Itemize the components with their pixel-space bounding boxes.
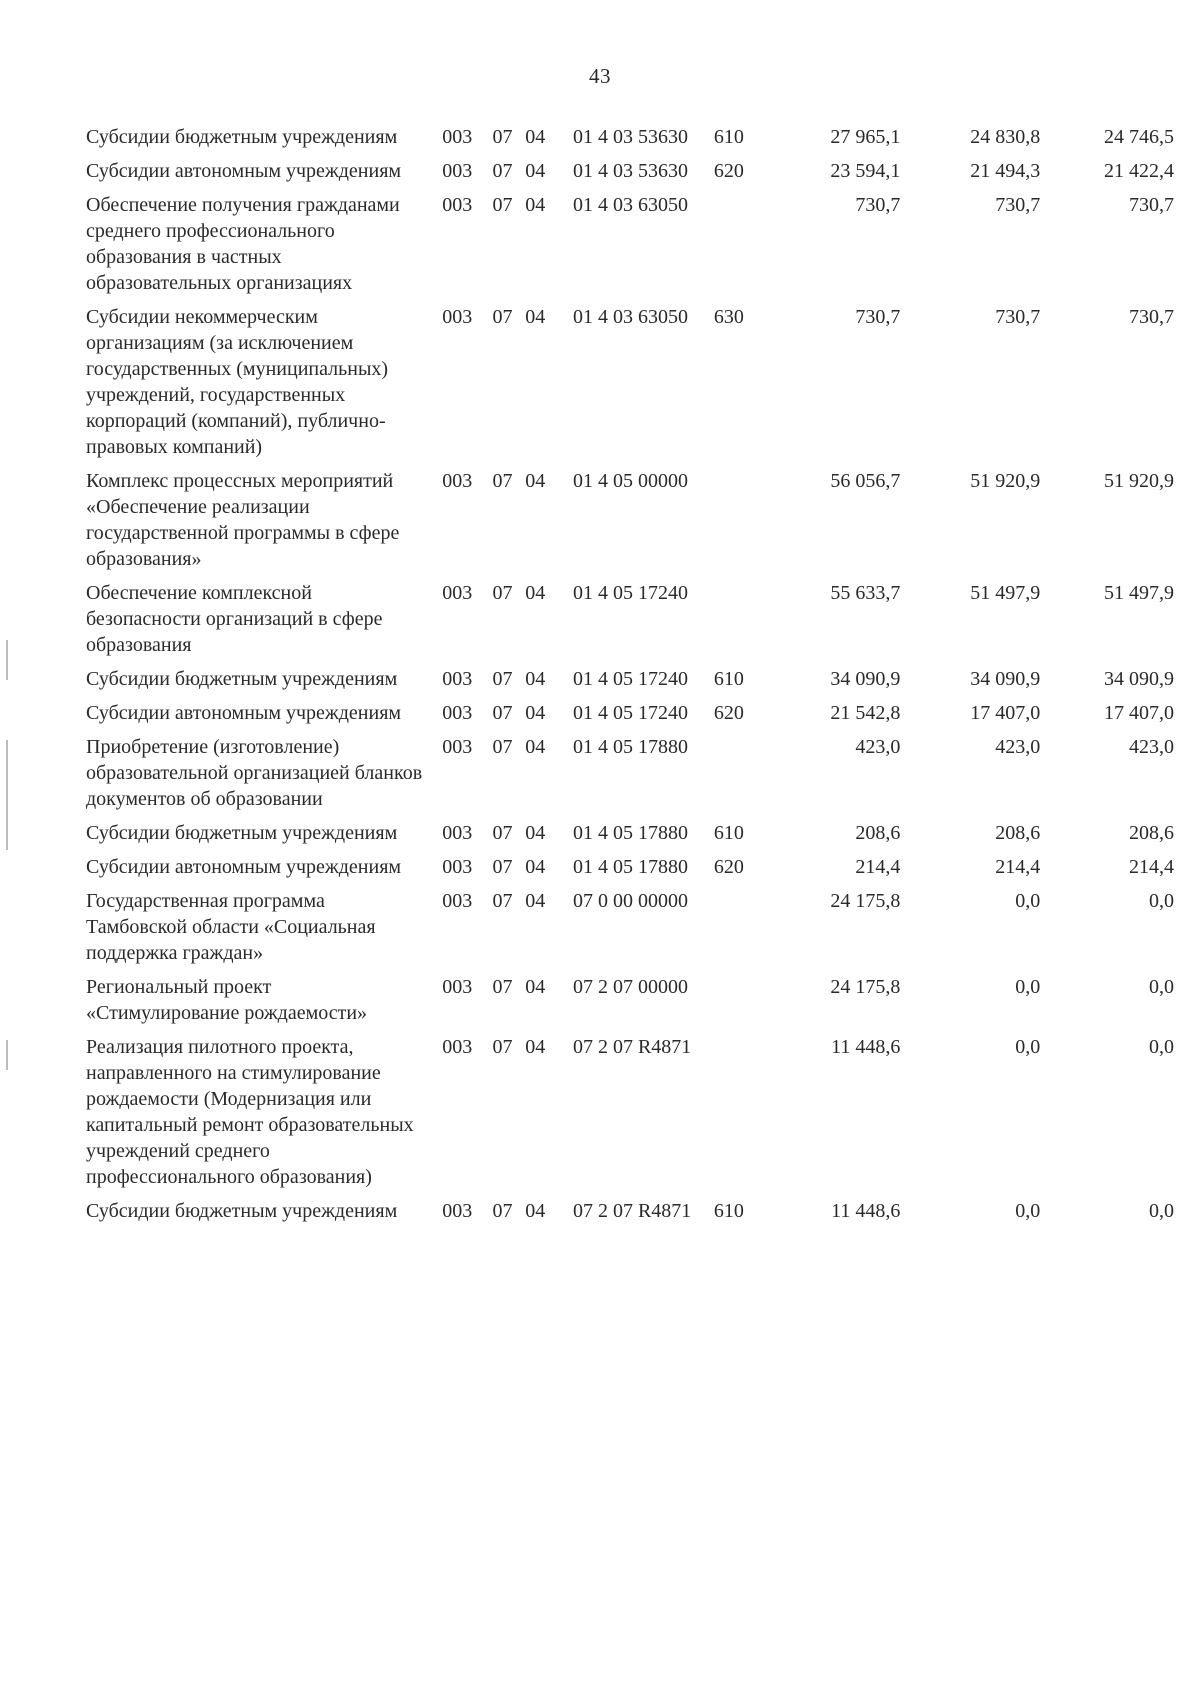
row-amount-year1: 423,0	[855, 736, 901, 758]
row-subsection: 04	[525, 1200, 546, 1222]
row-amount-year2: 730,7	[995, 306, 1041, 328]
row-name: Реализация пилотного проекта, направленного на стимулирование рождаемости (Модернизация или капитальный ремонт образовательных учреждений среднего профессионального образования)	[86, 1036, 414, 1188]
row-subsection: 04	[525, 1036, 546, 1058]
row-amount-year2: 24 830,8	[970, 126, 1041, 148]
row-amount-year2: 730,7	[995, 194, 1041, 216]
table-row	[86, 1198, 1176, 1232]
row-target-article: 01 4 05 17240	[572, 582, 688, 604]
row-code: 003	[442, 976, 473, 998]
row-code: 003	[442, 470, 473, 492]
row-amount-year1: 34 090,9	[830, 668, 901, 690]
row-section: 07	[492, 582, 513, 604]
row-amount-year2: 17 407,0	[970, 702, 1041, 724]
row-amount-year3: 214,4	[1129, 856, 1174, 878]
row-amount-year2: 214,4	[995, 856, 1041, 878]
row-expense-type: 620	[713, 702, 744, 724]
page-number: 43	[589, 64, 611, 88]
row-amount-year1: 730,7	[855, 194, 901, 216]
row-amount-year2: 0,0	[1015, 1200, 1041, 1222]
row-subsection: 04	[525, 890, 546, 912]
row-name: Субсидии бюджетным учреждениям	[86, 126, 398, 148]
row-amount-year1: 21 542,8	[830, 702, 901, 724]
row-target-article: 01 4 05 00000	[572, 470, 688, 492]
row-target-article: 07 0 00 00000	[572, 890, 688, 912]
row-section: 07	[492, 1200, 513, 1222]
row-name: Обеспечение получения гражданами среднего профессионального образования в частных образовательных организациях	[86, 194, 400, 294]
row-amount-year2: 34 090,9	[970, 668, 1041, 690]
row-amount-year2: 51 497,9	[970, 582, 1041, 604]
row-target-article: 01 4 05 17880	[572, 736, 688, 758]
row-expense-type: 610	[713, 126, 744, 148]
row-target-article: 01 4 03 63050	[572, 194, 688, 216]
row-section: 07	[492, 470, 513, 492]
row-code: 003	[442, 160, 473, 182]
row-amount-year1: 11 448,6	[831, 1036, 901, 1058]
row-subsection: 04	[525, 470, 546, 492]
row-section: 07	[492, 976, 513, 998]
row-amount-year1: 214,4	[855, 856, 901, 878]
row-amount-year3: 24 746,5	[1104, 126, 1174, 148]
row-expense-type	[714, 192, 770, 304]
row-code: 003	[442, 702, 473, 724]
row-amount-year3: 730,7	[1129, 194, 1174, 216]
row-name: Субсидии бюджетным учреждениям	[86, 1200, 398, 1222]
row-section: 07	[492, 668, 513, 690]
row-target-article: 01 4 03 53630	[572, 126, 688, 148]
row-expense-type: 610	[713, 1200, 744, 1222]
table-row	[86, 158, 1176, 192]
scan-mark	[6, 640, 8, 680]
row-amount-year1: 55 633,7	[830, 582, 901, 604]
row-name: Обеспечение комплексной безопасности организаций в сфере образования	[86, 582, 383, 656]
row-expense-type: 620	[713, 856, 744, 878]
row-name: Государственная программа Тамбовской области «Социальная поддержка граждан»	[86, 890, 376, 964]
row-amount-year1: 730,7	[855, 306, 901, 328]
table-row	[86, 468, 1176, 580]
row-amount-year1: 208,6	[855, 822, 901, 844]
row-subsection: 04	[525, 126, 546, 148]
row-amount-year3: 51 920,9	[1104, 470, 1174, 492]
row-amount-year2: 423,0	[995, 736, 1041, 758]
row-section: 07	[492, 890, 513, 912]
row-amount-year3: 0,0	[1149, 1036, 1174, 1058]
row-amount-year3: 730,7	[1129, 306, 1174, 328]
row-code: 003	[442, 126, 473, 148]
row-amount-year2: 0,0	[1015, 976, 1041, 998]
row-section: 07	[492, 1036, 513, 1058]
row-target-article: 01 4 05 17240	[572, 702, 688, 724]
row-subsection: 04	[525, 306, 546, 328]
row-amount-year1: 11 448,6	[831, 1200, 901, 1222]
row-expense-type	[714, 1034, 770, 1198]
row-amount-year1: 23 594,1	[830, 160, 901, 182]
row-subsection: 04	[525, 976, 546, 998]
row-subsection: 04	[525, 582, 546, 604]
scan-mark	[6, 1040, 8, 1070]
row-subsection: 04	[525, 702, 546, 724]
row-expense-type	[714, 974, 770, 1034]
row-name: Субсидии автономным учреждениям	[86, 856, 402, 878]
row-expense-type: 630	[713, 306, 744, 328]
row-subsection: 04	[525, 668, 546, 690]
row-amount-year3: 0,0	[1149, 890, 1174, 912]
row-amount-year2: 21 494,3	[970, 160, 1041, 182]
row-expense-type	[714, 580, 770, 666]
row-code: 003	[442, 1036, 473, 1058]
row-expense-type	[714, 734, 770, 820]
row-expense-type	[714, 468, 770, 580]
row-amount-year1: 24 175,8	[830, 890, 901, 912]
row-name: Субсидии бюджетным учреждениям	[86, 822, 398, 844]
row-target-article: 01 4 03 53630	[572, 160, 688, 182]
row-subsection: 04	[525, 736, 546, 758]
row-section: 07	[492, 702, 513, 724]
scan-mark	[6, 740, 8, 850]
table-row	[86, 888, 1176, 974]
row-amount-year1: 27 965,1	[830, 126, 901, 148]
row-name: Региональный проект «Стимулирование рождаемости»	[86, 976, 368, 1024]
row-amount-year3: 17 407,0	[1104, 702, 1174, 724]
row-code: 003	[442, 1200, 473, 1222]
table-row	[86, 580, 1176, 666]
row-expense-type: 620	[713, 160, 744, 182]
row-amount-year3: 208,6	[1129, 822, 1174, 844]
row-code: 003	[442, 306, 473, 328]
row-amount-year1: 56 056,7	[830, 470, 901, 492]
row-code: 003	[442, 194, 473, 216]
row-expense-type: 610	[713, 822, 744, 844]
row-subsection: 04	[525, 822, 546, 844]
row-target-article: 01 4 05 17880	[572, 822, 688, 844]
row-section: 07	[492, 736, 513, 758]
row-subsection: 04	[525, 856, 546, 878]
row-code: 003	[442, 856, 473, 878]
row-target-article: 01 4 05 17240	[572, 668, 688, 690]
table-row	[86, 666, 1176, 700]
table-row	[86, 192, 1176, 304]
table-row	[86, 820, 1176, 854]
row-target-article: 01 4 05 17880	[572, 856, 688, 878]
row-amount-year3: 34 090,9	[1104, 668, 1174, 690]
row-section: 07	[492, 160, 513, 182]
row-section: 07	[492, 856, 513, 878]
row-amount-year2: 51 920,9	[970, 470, 1041, 492]
row-name: Субсидии некоммерческим организациям (за исключением государственных (муниципальных) учреждений, государственных корпораций (компаний), публично-правовых компаний)	[86, 306, 389, 458]
row-code: 003	[442, 822, 473, 844]
row-expense-type	[714, 888, 770, 974]
row-target-article: 07 2 07 00000	[572, 976, 688, 998]
row-target-article: 07 2 07 R4871	[572, 1200, 692, 1222]
row-code: 003	[442, 668, 473, 690]
row-section: 07	[492, 126, 513, 148]
row-amount-year2: 0,0	[1015, 1036, 1041, 1058]
row-target-article: 01 4 03 63050	[572, 306, 688, 328]
row-amount-year1: 24 175,8	[830, 976, 901, 998]
row-code: 003	[442, 582, 473, 604]
row-section: 07	[492, 306, 513, 328]
table-row	[86, 734, 1176, 820]
table-row	[86, 304, 1176, 468]
row-name: Субсидии бюджетным учреждениям	[86, 668, 398, 690]
row-name: Субсидии автономным учреждениям	[86, 160, 402, 182]
table-row	[86, 854, 1176, 888]
table-row	[86, 974, 1176, 1034]
budget-table	[86, 124, 1176, 1232]
table-row	[86, 1034, 1176, 1198]
row-code: 003	[442, 736, 473, 758]
row-target-article: 07 2 07 R4871	[572, 1036, 692, 1058]
row-amount-year2: 0,0	[1015, 890, 1041, 912]
row-code: 003	[442, 890, 473, 912]
row-amount-year3: 423,0	[1129, 736, 1174, 758]
table-row	[86, 124, 1176, 158]
row-name: Приобретение (изготовление) образовательной организацией бланков документов об образовании	[86, 736, 423, 810]
row-amount-year3: 0,0	[1149, 976, 1174, 998]
row-name: Комплекс процессных мероприятий «Обеспечение реализации государственной программы в сфере образования»	[86, 470, 400, 570]
row-expense-type: 610	[713, 668, 744, 690]
row-subsection: 04	[525, 160, 546, 182]
row-section: 07	[492, 822, 513, 844]
row-name: Субсидии автономным учреждениям	[86, 702, 402, 724]
row-amount-year2: 208,6	[995, 822, 1041, 844]
row-section: 07	[492, 194, 513, 216]
row-subsection: 04	[525, 194, 546, 216]
row-amount-year3: 51 497,9	[1104, 582, 1174, 604]
row-amount-year3: 21 422,4	[1104, 160, 1174, 182]
row-amount-year3: 0,0	[1149, 1200, 1174, 1222]
table-row	[86, 700, 1176, 734]
